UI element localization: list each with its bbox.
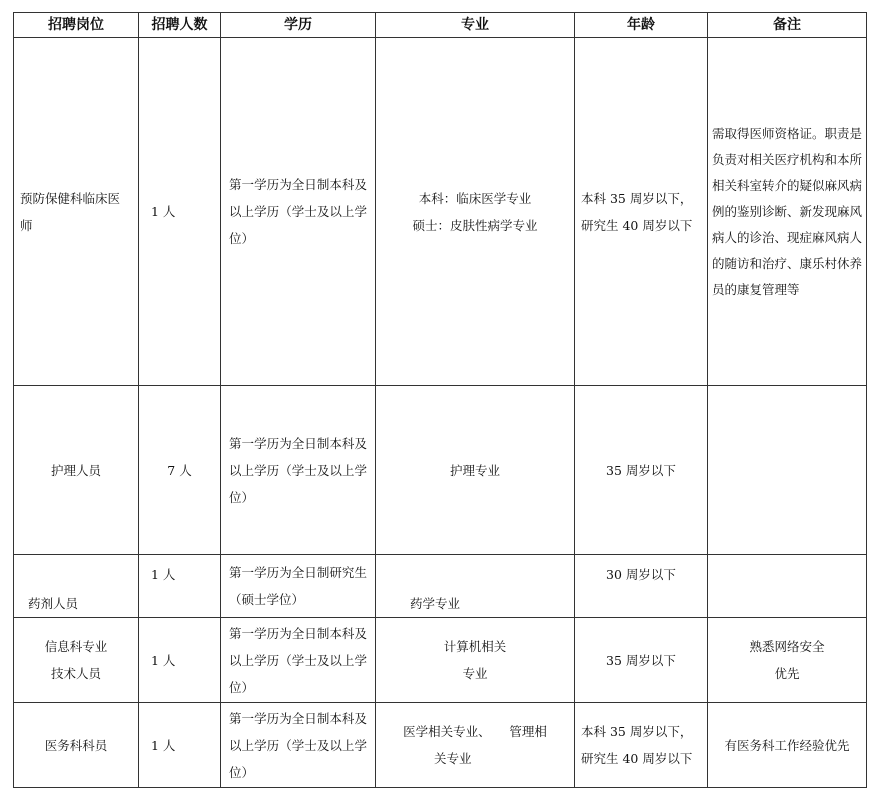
- table-row: [14, 703, 867, 788]
- cell-position: [14, 618, 139, 703]
- cell-major: [376, 703, 575, 788]
- major-line: 计算机相关: [443, 639, 507, 654]
- cell-position: 护理人员: [14, 386, 139, 555]
- cell-education: 第一学历为全日制本科及以上学历（学士及以上学位）: [221, 703, 376, 788]
- table-header-row: [14, 13, 867, 38]
- table-row: [14, 618, 867, 703]
- cell-major: [376, 38, 575, 386]
- cell-major: [376, 618, 575, 703]
- cell-position: 预防保健科临床医师: [14, 38, 139, 386]
- header-education: 学历: [221, 13, 376, 38]
- cell-count: 1 人: [139, 555, 221, 618]
- position-line: 技术人员: [50, 666, 101, 681]
- header-note: 备注: [708, 13, 867, 38]
- cell-note: 需取得医师资格证。职责是负责对相关医疗机构和本所相关科室转介的疑似麻风病例的鉴别诊断、新发现麻风病人的诊治、现症麻风病人的随访和治疗、康乐村休养员的康复管理等: [708, 38, 867, 386]
- position-line: 信息科专业: [44, 639, 108, 654]
- cell-education: 第一学历为全日制本科及以上学历（学士及以上学位）: [221, 618, 376, 703]
- cell-note: 有医务科工作经验优先: [708, 703, 867, 788]
- cell-age: 35 周岁以下: [575, 386, 708, 555]
- cell-education: 第一学历为全日制本科及以上学历（学士及以上学位）: [221, 386, 376, 555]
- cell-education: 第一学历为全日制研究生（硕士学位）: [221, 555, 376, 618]
- note-line: 熟悉网络安全: [749, 639, 825, 654]
- major-line: 硕士：皮肤性病学专业: [412, 217, 538, 233]
- table-row: [14, 386, 867, 555]
- cell-education: 第一学历为全日制本科及以上学历（学士及以上学位）: [221, 38, 376, 386]
- recruitment-table: [13, 12, 867, 788]
- major-line: 医学相关专业、 管理相: [403, 724, 547, 739]
- header-count: 招聘人数: [139, 13, 221, 38]
- cell-count: 1 人: [139, 703, 221, 788]
- cell-age: [575, 38, 708, 386]
- cell-age: [575, 703, 708, 788]
- header-position: 招聘岗位: [14, 13, 139, 38]
- table-row: [14, 555, 867, 618]
- cell-age: 35 周岁以下: [575, 618, 708, 703]
- cell-count: 7 人: [139, 386, 221, 555]
- age-line: 本科 35 周岁以下，: [581, 724, 693, 739]
- age-line: 本科 35 周岁以下，: [581, 190, 693, 206]
- age-line: 研究生 40 周岁以下: [581, 751, 693, 766]
- major-line: 本科：临床医学专业: [418, 190, 532, 206]
- cell-count: 1 人: [139, 618, 221, 703]
- cell-count: 1 人: [139, 38, 221, 386]
- header-age: 年龄: [575, 13, 708, 38]
- header-major: 专业: [376, 13, 575, 38]
- major-line: 关专业: [434, 751, 472, 766]
- cell-note: [708, 555, 867, 618]
- age-line: 研究生 40 周岁以下: [581, 217, 693, 233]
- major-line: 专业: [462, 666, 488, 681]
- cell-position: 药剂人员: [14, 555, 139, 618]
- cell-major: 药学专业: [376, 555, 575, 618]
- note-line: 优先: [774, 666, 800, 681]
- cell-major: 护理专业: [376, 386, 575, 555]
- cell-note: [708, 618, 867, 703]
- cell-age: 30 周岁以下: [575, 555, 708, 618]
- cell-note: [708, 386, 867, 555]
- table-row: [14, 38, 867, 386]
- cell-position: 医务科科员: [14, 703, 139, 788]
